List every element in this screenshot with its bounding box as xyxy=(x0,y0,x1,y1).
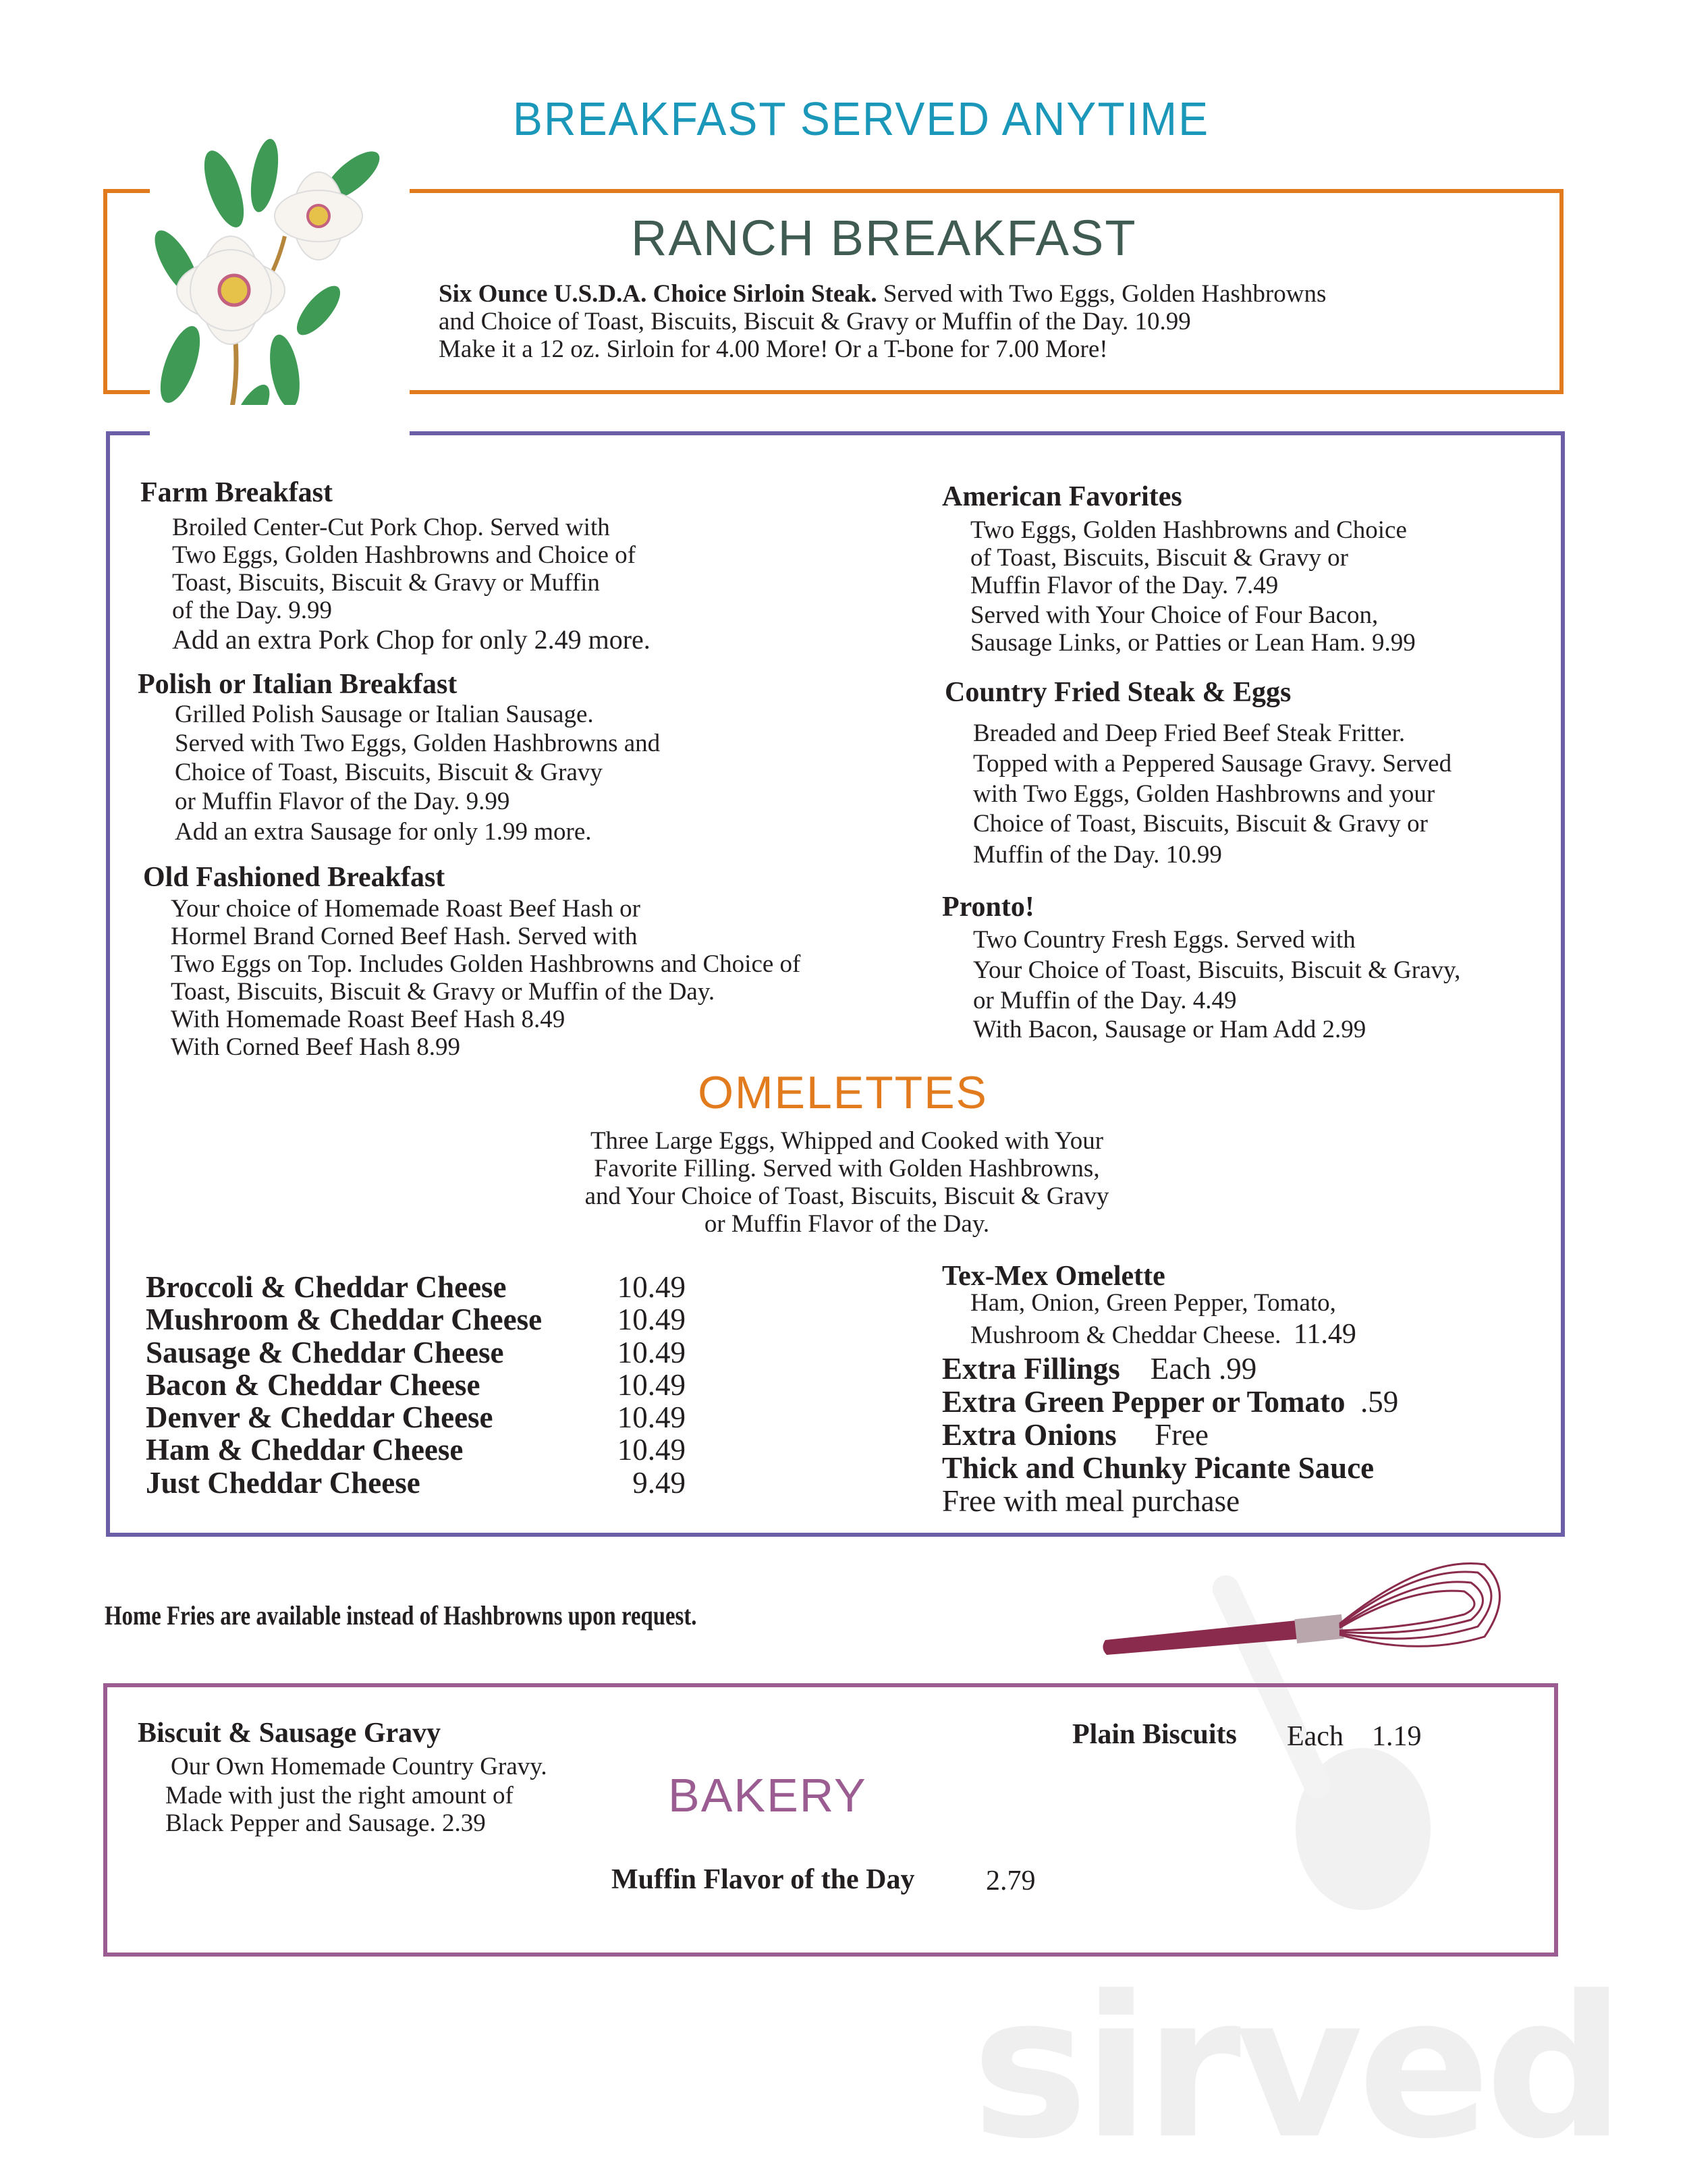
item-price: 10.49 xyxy=(617,1303,686,1337)
desc-line: Black Pepper and Sausage. 2.39 xyxy=(165,1809,486,1837)
ranch-lead-rest: Served with Two Eggs, Golden Hashbrowns xyxy=(877,280,1327,308)
desc-line: Muffin of the Day. 10.99 xyxy=(973,841,1222,869)
picante-note: Free with meal purchase xyxy=(942,1484,1240,1518)
farm-addon-line: Add an extra Pork Chop for only 2.49 more. xyxy=(172,624,651,655)
desc-line: with Two Eggs, Golden Hashbrowns and your xyxy=(973,780,1435,808)
polish-italian-breakfast-title: Polish or Italian Breakfast xyxy=(138,669,458,700)
extra-name: Extra Fillings xyxy=(942,1352,1120,1386)
item-name: Just Cheddar Cheese xyxy=(146,1465,420,1500)
desc-line xyxy=(970,1321,1356,1348)
biscuit-sausage-gravy-description xyxy=(165,1753,547,1837)
country-fried-steak-title: Country Fried Steak & Eggs xyxy=(945,677,1292,708)
tex-mex-omelette-title: Tex-Mex Omelette xyxy=(942,1261,1165,1292)
desc-line: Hormel Brand Corned Beef Hash. Served with xyxy=(171,923,638,950)
item-name: Bacon & Cheddar Cheese xyxy=(146,1367,480,1402)
ranch-upgrade-line: Make it a 12 oz. Sirloin for 4.00 More! Or a T-bone for 7.00 More! xyxy=(439,335,1108,363)
desc-line: Two Eggs, Golden Hashbrowns and Choice xyxy=(970,516,1407,544)
desc-line: Favorite Filling. Served with Golden Hashbrowns, xyxy=(594,1155,1100,1182)
picante-sauce xyxy=(942,1452,1374,1484)
magnolia-flower-illustration xyxy=(150,135,410,445)
ranch-lead: Six Ounce U.S.D.A. Choice Sirloin Steak. xyxy=(439,280,877,308)
desc-line: Two Country Fresh Eggs. Served with xyxy=(973,926,1356,954)
extra-fillings xyxy=(942,1353,1256,1385)
omelette-item xyxy=(146,1271,686,1303)
american-favorites-description xyxy=(970,516,1416,657)
extra-price: Each .99 xyxy=(1150,1352,1257,1386)
biscuit-sausage-gravy-title: Biscuit & Sausage Gravy xyxy=(138,1718,441,1749)
item-price: 10.49 xyxy=(617,1433,686,1467)
price: 1.19 xyxy=(1371,1721,1422,1752)
ranch-breakfast-title: RANCH BREAKFAST xyxy=(631,210,1137,266)
desc-line: Our Own Homemade Country Gravy. xyxy=(171,1753,547,1780)
old-fashioned-breakfast-title: Old Fashioned Breakfast xyxy=(143,862,445,893)
desc-line: of the Day. 9.99 xyxy=(172,597,333,624)
farm-breakfast-description xyxy=(172,514,651,655)
omelette-item xyxy=(146,1434,686,1466)
extra-green-pepper-tomato xyxy=(942,1386,1398,1418)
omelette-list xyxy=(146,1271,686,1499)
desc-line: Grilled Polish Sausage or Italian Sausage. xyxy=(175,701,594,728)
country-fried-steak-description xyxy=(973,719,1451,869)
item-name: Ham & Cheddar Cheese xyxy=(146,1433,464,1467)
desc-line: Muffin Flavor of the Day. 7.49 xyxy=(970,572,1279,599)
item-name: Sausage & Cheddar Cheese xyxy=(146,1335,504,1369)
bakery-title: BAKERY xyxy=(668,1769,867,1822)
muffin-flavor-price: 2.79 xyxy=(986,1865,1036,1896)
desc-line: Toast, Biscuits, Biscuit & Gravy or Muffin xyxy=(172,569,600,597)
desc-line: Three Large Eggs, Whipped and Cooked with Your xyxy=(590,1127,1104,1155)
extra-name: Extra Onions xyxy=(942,1418,1117,1452)
desc-line: or Muffin Flavor of the Day. xyxy=(704,1210,990,1238)
item-price: 10.49 xyxy=(617,1400,686,1435)
extra-price: Free xyxy=(1155,1418,1209,1452)
omelette-item xyxy=(146,1467,686,1499)
plain-biscuits-price xyxy=(1287,1720,1421,1753)
farm-breakfast-title: Farm Breakfast xyxy=(140,477,333,508)
tex-mex-description xyxy=(970,1289,1356,1348)
extra-name: Thick and Chunky Picante Sauce xyxy=(942,1451,1375,1485)
omelette-item xyxy=(146,1369,686,1401)
tex-mex-line: Mushroom & Cheddar Cheese. xyxy=(970,1321,1281,1349)
each-label: Each xyxy=(1287,1721,1344,1752)
desc-line: Served with Your Choice of Four Bacon, xyxy=(970,601,1379,629)
desc-line: Choice of Toast, Biscuits, Biscuit & Gravy or xyxy=(973,810,1428,838)
whisk-illustration xyxy=(1100,1552,1505,1660)
desc-line: Made with just the right amount of xyxy=(165,1782,514,1809)
extra-price: .59 xyxy=(1360,1385,1399,1419)
ranch-breakfast-description xyxy=(439,280,1326,363)
desc-line: Served with Two Eggs, Golden Hashbrowns and xyxy=(175,730,661,757)
item-name: Denver & Cheddar Cheese xyxy=(146,1400,493,1435)
item-name: Broccoli & Cheddar Cheese xyxy=(146,1270,507,1304)
desc-line: Your Choice of Toast, Biscuits, Biscuit & Gravy, xyxy=(973,956,1461,984)
item-price: 10.49 xyxy=(617,1367,686,1402)
desc-line: With Bacon, Sausage or Ham Add 2.99 xyxy=(973,1016,1366,1043)
extra-onions xyxy=(942,1419,1209,1451)
page-title: BREAKFAST SERVED ANYTIME xyxy=(512,92,1210,145)
desc-line: Two Eggs on Top. Includes Golden Hashbrowns and Choice of xyxy=(171,950,801,978)
flower-overlap-mask xyxy=(150,405,410,445)
american-favorites-title: American Favorites xyxy=(942,481,1182,512)
omelette-item xyxy=(146,1303,686,1336)
polish-italian-description xyxy=(175,701,660,846)
omelettes-title: OMELETTES xyxy=(698,1067,988,1118)
omelette-item xyxy=(146,1401,686,1434)
pronto-description xyxy=(973,926,1460,1043)
desc-line: Breaded and Deep Fried Beef Steak Fritter. xyxy=(973,719,1406,747)
item-price: 10.49 xyxy=(617,1270,686,1304)
desc-line: Topped with a Peppered Sausage Gravy. Served xyxy=(973,750,1452,777)
desc-line: Toast, Biscuits, Biscuit & Gravy or Muffin of the Day. xyxy=(171,978,715,1006)
item-price: 9.49 xyxy=(632,1465,686,1500)
tex-mex-price: 11.49 xyxy=(1293,1319,1356,1350)
ranch-line: and Choice of Toast, Biscuits, Biscuit & Gravy or Muffin of the Day. 10.99 xyxy=(439,308,1191,335)
pronto-title: Pronto! xyxy=(942,892,1034,923)
home-fries-note: Home Fries are available instead of Hashbrowns upon request. xyxy=(105,1600,697,1631)
desc-line: Ham, Onion, Green Pepper, Tomato, xyxy=(970,1289,1336,1317)
desc-line: or Muffin Flavor of the Day. 9.99 xyxy=(175,788,510,815)
omelettes-description xyxy=(0,1127,1687,1238)
desc-line: Broiled Center-Cut Pork Chop. Served with xyxy=(172,514,610,541)
desc-line: of Toast, Biscuits, Biscuit & Gravy or xyxy=(970,544,1348,572)
plain-biscuits-title: Plain Biscuits xyxy=(1072,1719,1237,1750)
desc-line: or Muffin of the Day. 4.49 xyxy=(973,987,1237,1014)
desc-line: Two Eggs, Golden Hashbrowns and Choice of xyxy=(172,541,636,569)
item-price: 10.49 xyxy=(617,1335,686,1369)
omelette-item xyxy=(146,1336,686,1369)
sirved-watermark: sirved xyxy=(972,1955,1620,2182)
desc-line: With Corned Beef Hash 8.99 xyxy=(171,1033,461,1061)
desc-line: With Homemade Roast Beef Hash 8.49 xyxy=(171,1006,565,1033)
desc-line: Sausage Links, or Patties or Lean Ham. 9.99 xyxy=(970,629,1416,657)
desc-line: Add an extra Sausage for only 1.99 more. xyxy=(175,818,592,846)
extra-name: Extra Green Pepper or Tomato xyxy=(942,1385,1346,1419)
muffin-flavor-title: Muffin Flavor of the Day xyxy=(611,1864,915,1895)
desc-line: Choice of Toast, Biscuits, Biscuit & Gravy xyxy=(175,759,603,786)
old-fashioned-description xyxy=(171,895,800,1061)
desc-line: Your choice of Homemade Roast Beef Hash or xyxy=(171,895,640,923)
item-name: Mushroom & Cheddar Cheese xyxy=(146,1303,543,1337)
desc-line: and Your Choice of Toast, Biscuits, Biscuit & Gravy xyxy=(584,1182,1109,1210)
